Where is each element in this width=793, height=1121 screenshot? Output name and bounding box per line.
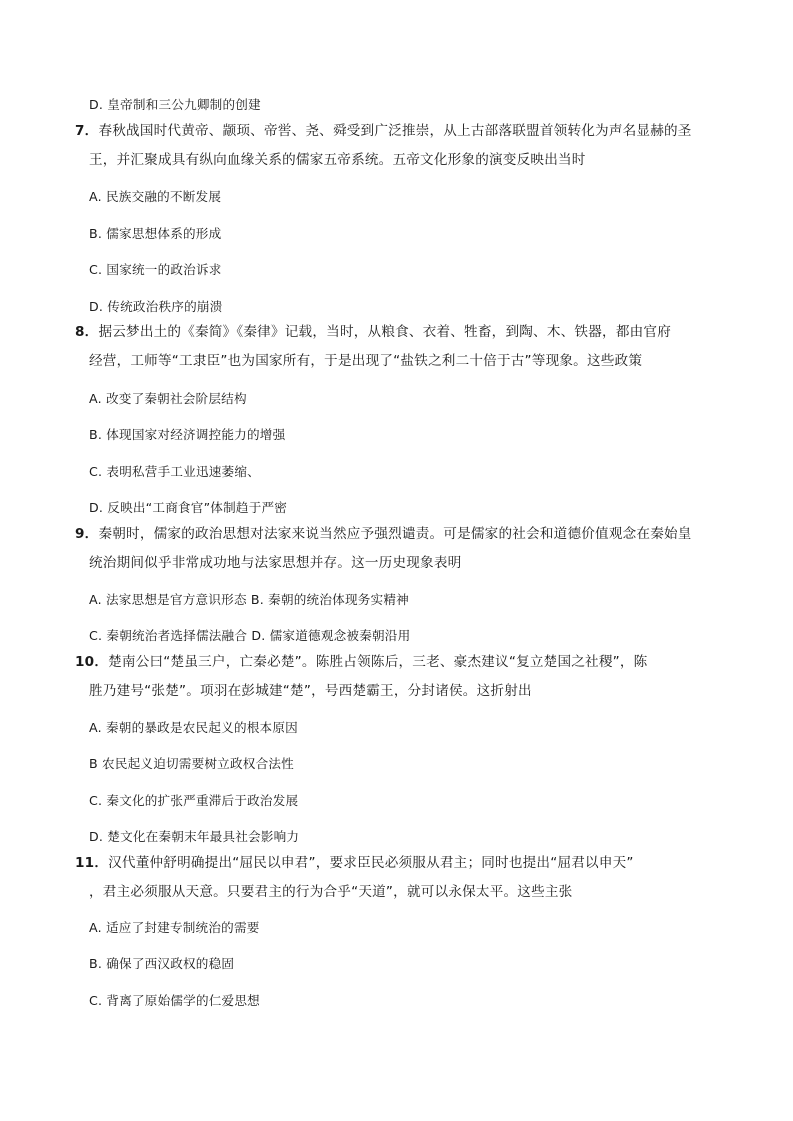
q7-stem-line1 [75,122,692,140]
q9-options-ab: A. 法家思想是官方意识形态 B. 秦朝的统治体现务实精神 [89,592,409,607]
q9-options-cd: C. 秦朝统治者选择儒法融合 D. 儒家道德观念被秦朝沿用 [89,628,411,643]
q9-stem-line1 [75,525,692,543]
q8-option-b: B. 体现国家对经济调控能力的增强 [89,427,286,442]
q10-option-b: B 农民起义迫切需要树立政权合法性 [89,756,294,771]
q7-stem-text1: 春秋战国时代黄帝、颛顼、帝喾、尧、舜受到广泛推崇，从上古部落联盟首领转化为声名显赫的圣 [98,123,692,139]
q11-number: 11． [75,855,109,871]
q9-stem-line2: 统治期间似乎非常成功地与法家思想并存。这一历史现象表明 [89,555,462,571]
q8-stem-text1: 据云梦出土的《秦简》《秦律》记载，当时，从粮食、衣着、牲畜，到陶、木、铁器，都由官府 [98,324,671,340]
q11-option-a: A. 适应了封建专制统治的需要 [89,920,260,935]
q8-option-d: D. 反映出“工商食官”体制趋于严密 [89,500,288,515]
q7-option-d: D. 传统政治秩序的崩溃 [89,299,223,314]
q7-number: 7． [75,123,99,139]
q7-option-b: B. 儒家思想体系的形成 [89,226,222,241]
q10-stem-line1 [75,653,647,671]
q11-option-c: C. 背离了原始儒学的仁爱思想 [89,993,260,1008]
q11-option-b: B. 确保了西汉政权的稳固 [89,956,235,971]
q10-stem-text1: 楚南公曰“楚虽三户，亡秦必楚”。陈胜占领陈后，三老、豪杰建议“复立楚国之社稷”，陈 [108,654,648,670]
q7-stem-line2: 王，并汇聚成具有纵向血缘关系的儒家五帝系统。五帝文化形象的演变反映出当时 [89,152,586,168]
q10-option-d: D. 楚文化在秦朝末年最具社会影响力 [89,829,300,844]
q10-number: 10． [75,654,109,670]
q8-stem-line2: 经营，工师等“工隶臣”也为国家所有，于是出现了“盐铁之利二十倍于古”等现象。这些政策 [89,353,643,369]
q10-stem-line2: 胜乃建号“张楚”。项羽在彭城建“楚”，号西楚霸王，分封诸侯。这折射出 [89,683,532,699]
q11-stem-line1 [75,854,634,872]
q11-stem-text1: 汉代董仲舒明确提出“屈民以申君”，要求臣民必须服从君主；同时也提出“屈君以申天” [108,855,634,871]
q8-option-c: C. 表明私营手工业迅速萎缩、 [89,464,260,479]
q10-option-a: A. 秦朝的暴政是农民起义的根本原因 [89,720,298,735]
q11-stem-line2: ，君主必须服从天意。只要君主的行为合乎“天道”，就可以永保太平。这些主张 [89,884,573,900]
q10-option-c: C. 秦文化的扩张严重滞后于政治发展 [89,793,299,808]
q9-number: 9． [75,526,99,542]
q9-stem-text1: 秦朝时，儒家的政治思想对法家来说当然应予强烈谴责。可是儒家的社会和道德价值观念在秦始皇 [98,526,692,542]
q7-option-c: C. 国家统一的政治诉求 [89,262,222,277]
q8-option-a: A. 改变了秦朝社会阶层结构 [89,391,247,406]
q6-option-d: D. 皇帝制和三公九卿制的创建 [89,97,261,112]
q8-stem-line1 [75,323,671,341]
q7-option-a: A. 民族交融的不断发展 [89,189,222,204]
q8-number: 8． [75,324,99,340]
